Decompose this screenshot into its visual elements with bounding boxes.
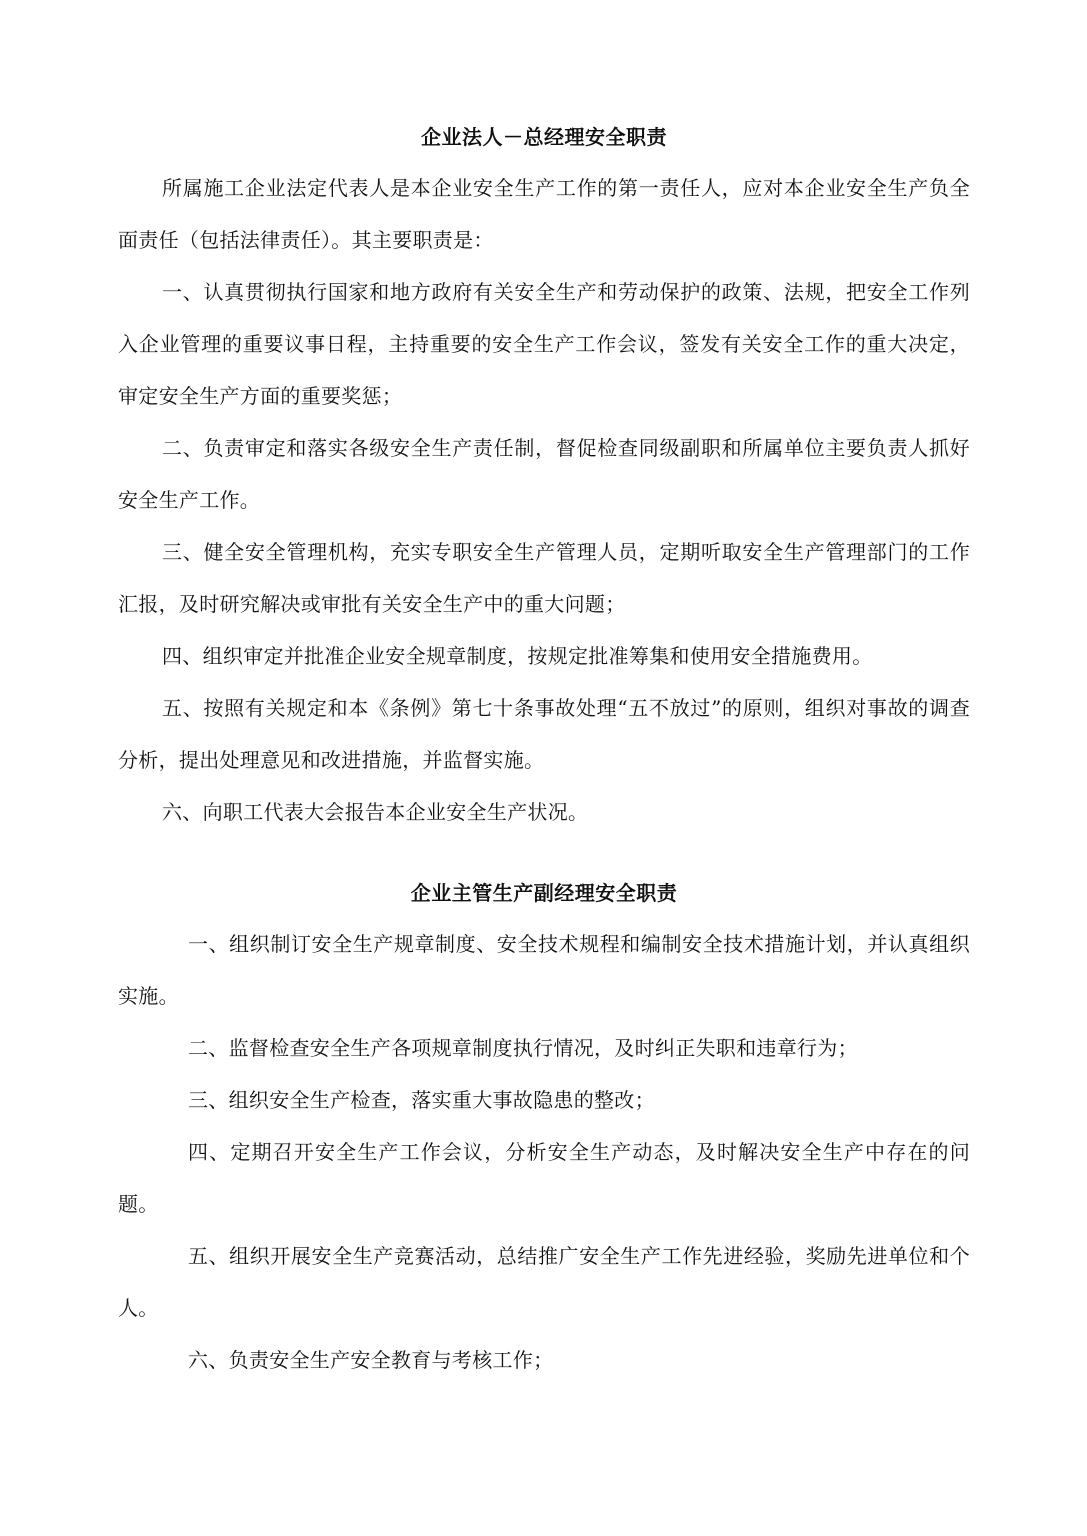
section1-item: 二、负责审定和落实各级安全生产责任制，督促检查同级副职和所属单位主要负责人抓好安全生产工作。 <box>118 436 970 512</box>
section1-item: 六、向职工代表大会报告本企业安全生产状况。 <box>162 800 589 824</box>
section2-title: 企业主管生产副经理安全职责 <box>410 881 678 905</box>
section2-item: 四、定期召开安全生产工作会议，分析安全生产动态，及时解决安全生产中存在的问题。 <box>118 1140 970 1216</box>
section1-item: 一、认真贯彻执行国家和地方政府有关安全生产和劳动保护的政策、法规，把安全工作列入企业管理的重要议事日程，主持重要的安全生产工作会议，签发有关安全工作的重大决定，审定安全生产方面的重要奖惩； <box>118 280 970 408</box>
section2-item: 六、负责安全生产安全教育与考核工作； <box>188 1348 554 1372</box>
section1-title: 企业法人－总经理安全职责 <box>421 125 667 149</box>
section-spacer <box>118 838 970 868</box>
section2-item: 五、组织开展安全生产竞赛活动，总结推广安全生产工作先进经验，奖励先进单位和个人。 <box>118 1244 970 1320</box>
section1-item: 五、按照有关规定和本《条例》第七十条事故处理“五不放过”的原则，组织对事故的调查分析，提出处理意见和改进措施，并监督实施。 <box>118 696 970 772</box>
section2-item: 二、监督检查安全生产各项规章制度执行情况，及时纠正失职和违章行为； <box>188 1036 858 1060</box>
document-page <box>118 112 970 1386</box>
section1-intro: 所属施工企业法定代表人是本企业安全生产工作的第一责任人，应对本企业安全生产负全面责任（包括法律责任）。其主要职责是： <box>118 176 970 252</box>
section2-item: 一、组织制订安全生产规章制度、安全技术规程和编制安全技术措施计划，并认真组织实施。 <box>118 932 970 1008</box>
section1-item: 三、健全安全管理机构，充实专职安全生产管理人员，定期听取安全生产管理部门的工作汇报，及时研究解决或审批有关安全生产中的重大问题； <box>118 540 970 616</box>
section2-item: 三、组织安全生产检查，落实重大事故隐患的整改； <box>188 1088 655 1112</box>
section1-item: 四、组织审定并批准企业安全规章制度，按规定批准筹集和使用安全措施费用。 <box>162 644 873 668</box>
